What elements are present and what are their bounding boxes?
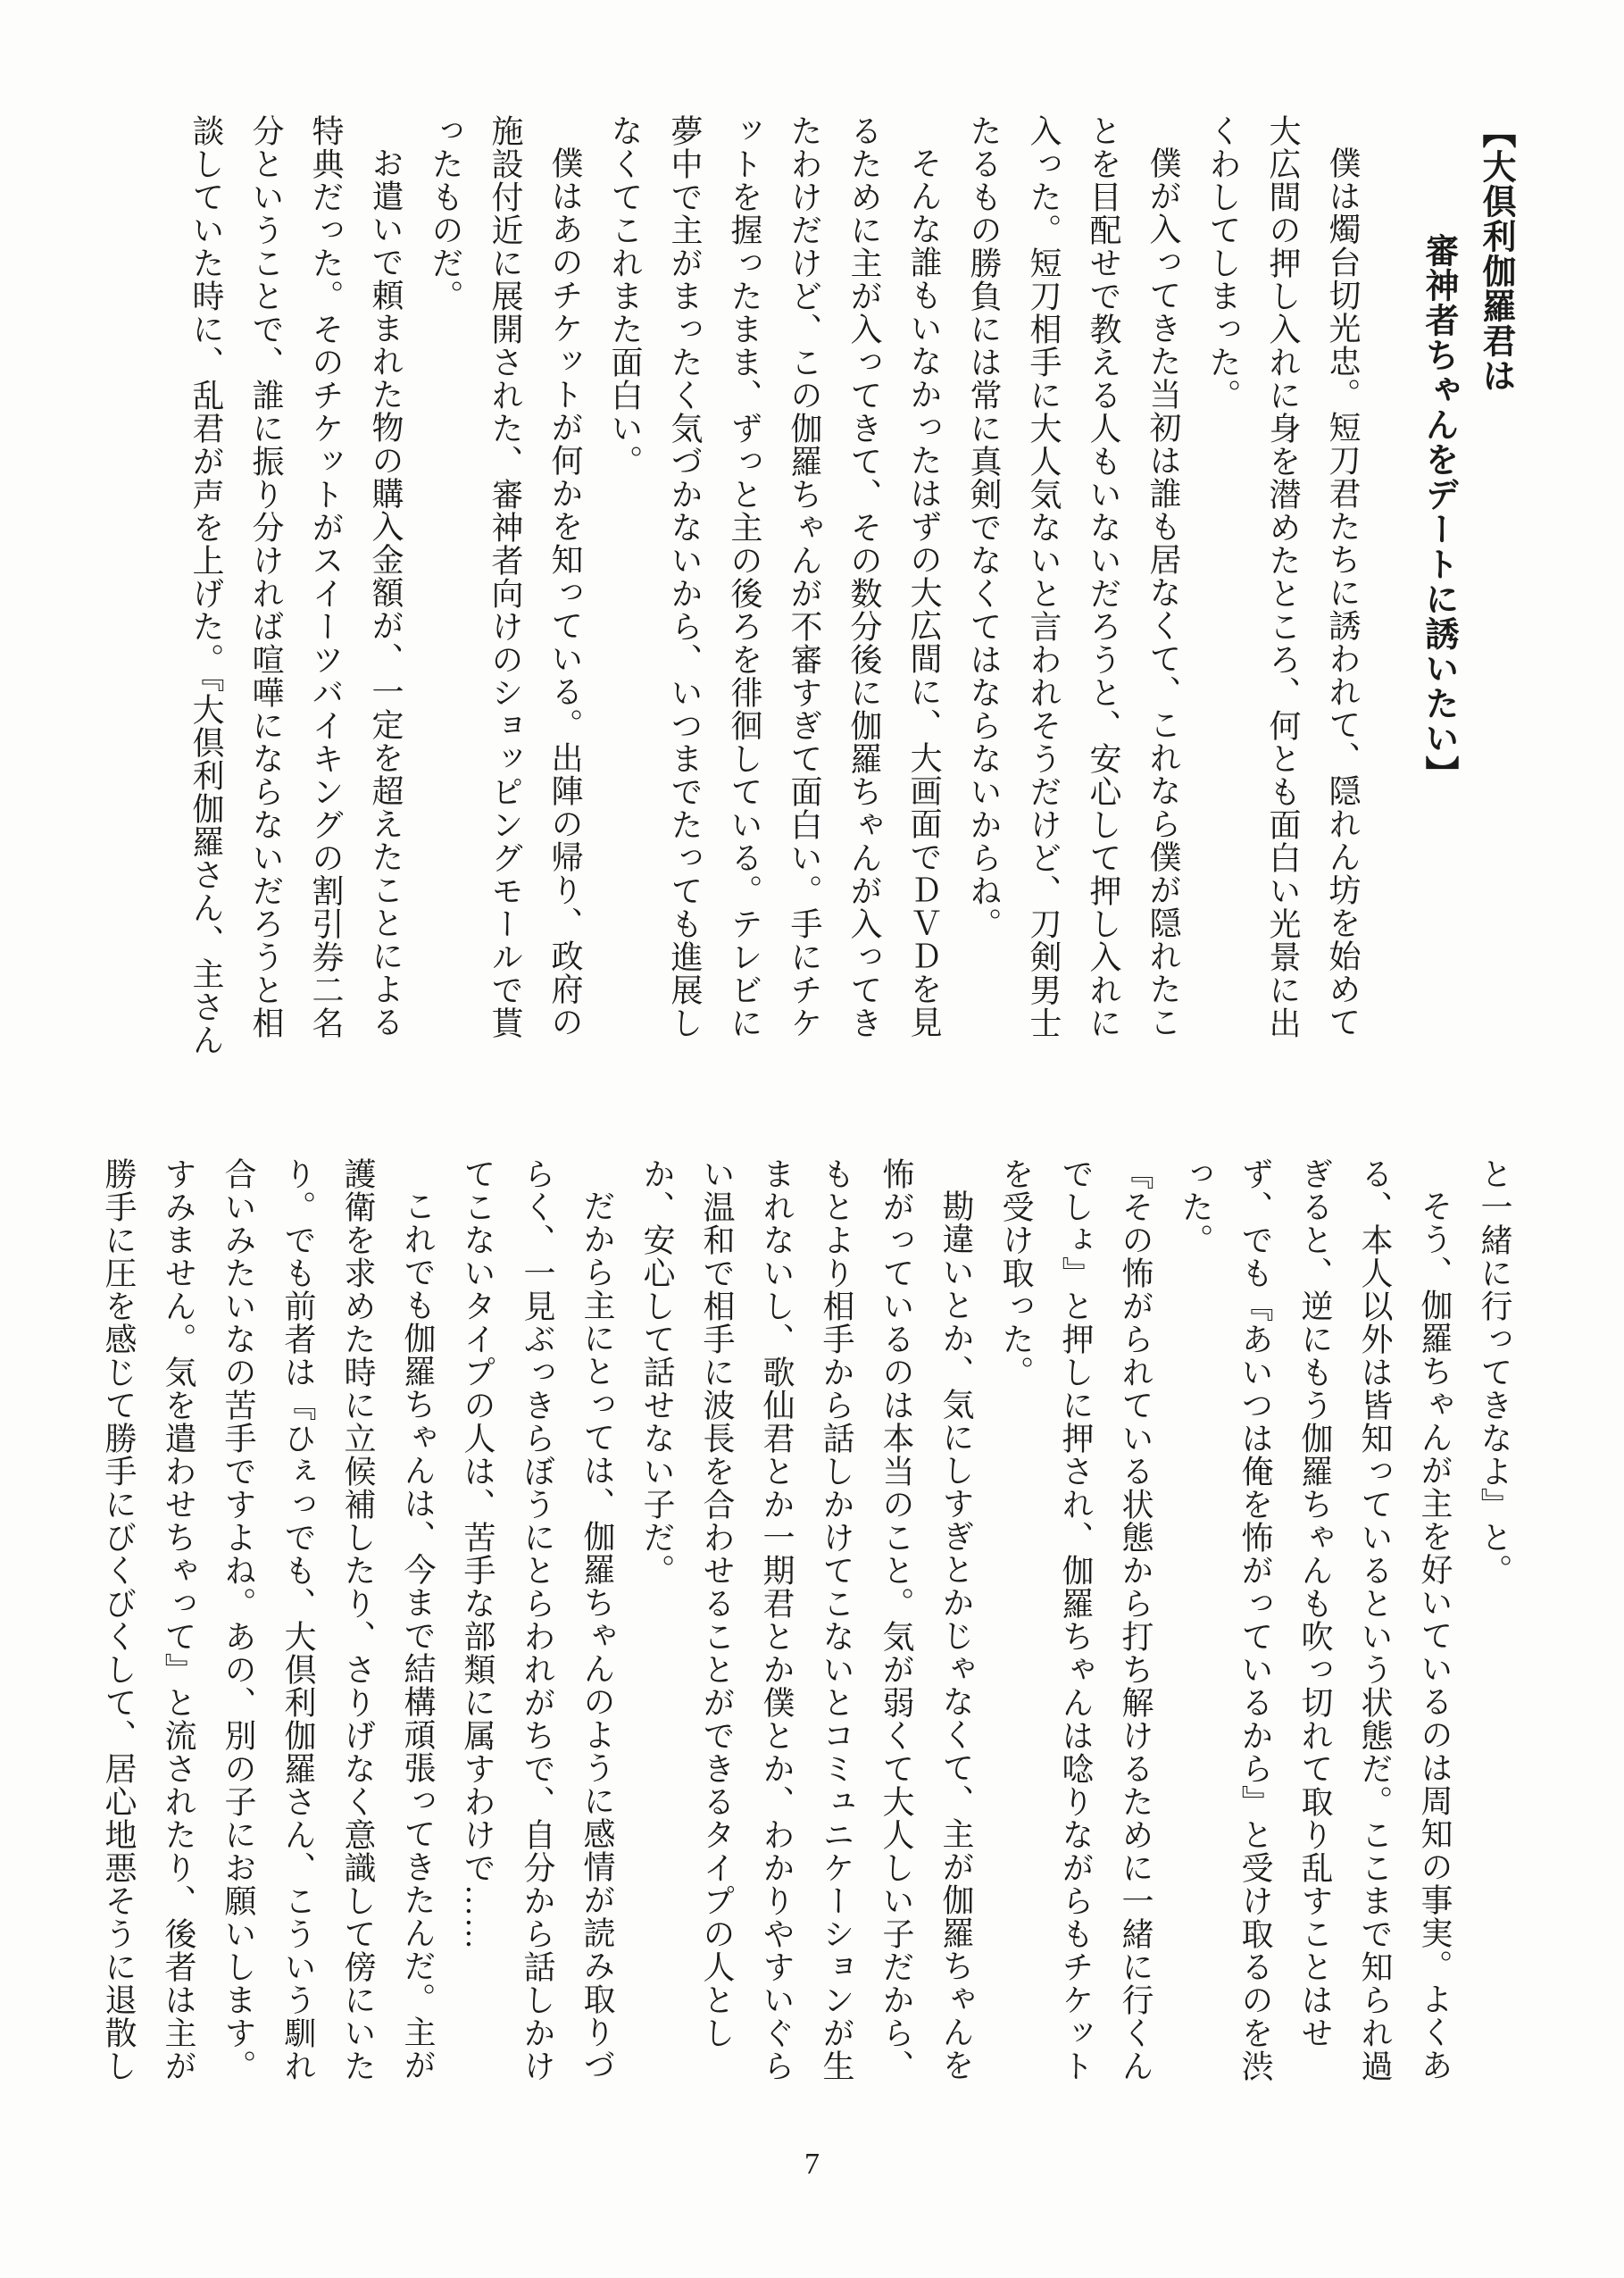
paragraph: そう、伽羅ちゃんが主を好いているのは周知の事実。よくある、本人以外は皆知っているという状態だ。ここまで知られ過ぎると、逆にもう伽羅ちゃんも吹っ切れて取り乱すことはせず、でも『あいつは俺を怖がっているから』と受け取るのを渋った。 (1178, 1157, 1453, 2082)
lower-text-band (96, 1157, 1524, 2104)
paragraph: そんな誰もいなかったはずの大広間に、大画面でＤＶＤを見るために主が入ってきて、その数分後に伽羅ちゃんが入ってきたわけだけど、この伽羅ちゃんが不審すぎて面白い。手にチケットを握ったまま、ずっと主の後ろを徘徊している。テレビに夢中で主がまったく気づかないから、いつまでたっても進展しなくてこれまた面白い。 (607, 114, 942, 1039)
paragraph: 僕はあのチケットが何かを知っている。出陣の帰り、政府の施設付近に展開された、審神者向けのショッピングモールで貰ったものだ。 (428, 114, 583, 1039)
paragraph: これでも伽羅ちゃんは、今まで結構頑張ってきたんだ。主が護衛を求めた時に立候補したり、さりげなく意識して傍にいたり。でも前者は『ひぇっでも、大倶利伽羅さん、こういう馴れ合いみたいなの苦手ですよね。あの、別の子にお願いします。すみません。気を遣わせちゃって』と流されたり、後者は主が勝手に圧を感じて勝手にびくびくして、居心地悪そうに退散し (101, 1157, 436, 2082)
paragraph: 勘違いとか、気にしすぎとかじゃなくて、主が伽羅ちゃんを怖がっているのは本当のこと。気が弱くて大人しい子だから、もとより相手から話しかけてこないとコミュニケーションが生まれないし、歌仙君とか一期君とか僕とか、わかりやすいぐらい温和で相手に波長を合わせることができるタイプの人としか、安心して話せない子だ。 (639, 1157, 974, 2082)
page-number: 7 (804, 2148, 820, 2181)
paragraph: お遣いで頼まれた物の購入金額が、一定を超えたことによる特典だった。そのチケットがスイーツバイキングの割引券二名分ということで、誰に振り分ければ喧嘩にならないだろうと相談していた時に、乱君が声を上げた。『大倶利伽羅さん、主さん (188, 114, 404, 1056)
paragraph: 『その怖がられている状態から打ち解けるために一緒に行くんでしょ』と押しに押され、伽羅ちゃんは唸りながらもチケットを受け取った。 (998, 1157, 1153, 2082)
title-line-2: 審神者ちゃんをデートに誘いたい】 (1420, 233, 1457, 790)
title-line-1: 【大倶利伽羅君は (1477, 114, 1514, 393)
paragraph: と一緒に行ってきなよ』と。 (1477, 1157, 1512, 1587)
paragraph: だから主にとっては、伽羅ちゃんのように感情が読み取りづらく、一見ぶっきらぼうにとらわれがちで、自分から話しかけてこないタイプの人は、苦手な部類に属すわけで…… (460, 1157, 615, 2082)
paragraph: 僕が入ってきた当初は誰も居なくて、これなら僕が隠れたことを目配せで教える人もいないだろうと、安心して押し入れに入った。短刀相手に大人気ないと言われそうだけど、刀剣男士たるもの勝負には常に真剣でなくてはならないからね。 (966, 114, 1181, 1039)
upper-text-band (176, 114, 1524, 1061)
page-title (1410, 114, 1524, 1061)
paragraph: 僕は燭台切光忠。短刀君たちに誘われて、隠れん坊を始めて大広間の押し入れに身を潜めたところ、何とも面白い光景に出くわしてしまった。 (1205, 114, 1361, 1039)
